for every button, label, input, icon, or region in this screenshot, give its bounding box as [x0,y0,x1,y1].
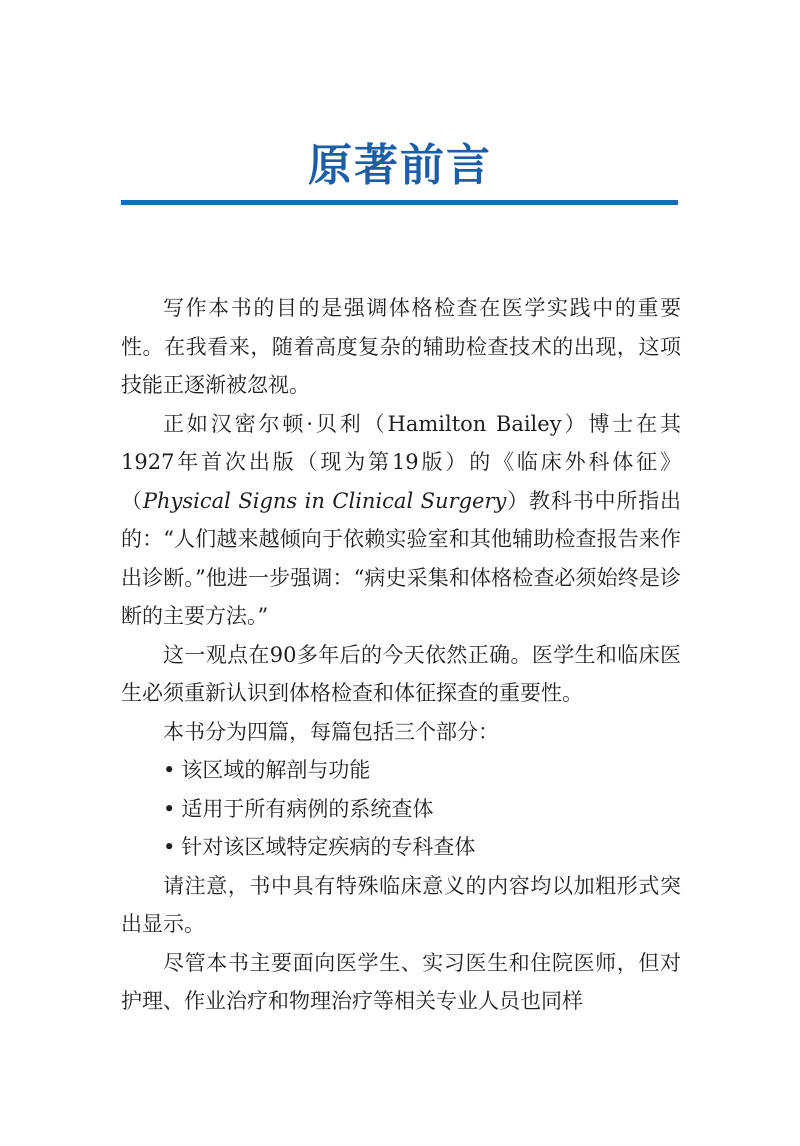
bullet-icon: • [163,796,176,821]
paragraph-purpose: 写作本书的目的是强调体格检查在医学实践中的重要性。在我看来，随着高度复杂的辅助检查技术的出现，这项技能正逐渐被忽视。 [121,296,681,397]
paragraph-bold-note: 请注意，书中具有特殊临床意义的内容均以加粗形式突出显示。 [121,873,681,936]
list-item [121,828,681,867]
paragraph-bailey-quote [121,405,681,636]
paragraph-structure: 本书分为四篇，每篇包括三个部分： [163,719,499,744]
preface-body [121,289,681,1021]
title-divider [121,200,678,205]
paragraph-bailey-text-b: ）教科书中所指出的：“人们越来越倾向于依赖实验室和其他辅助检查报告来作出诊断。”他进一步强调：“病史采集和体格检查必须始终是诊断的主要方法。” [121,488,682,628]
list-item-text: 针对该区域特定疾病的专科查体 [181,835,476,859]
list-item [121,790,681,829]
paragraph-bailey-text-a: 正如汉密尔顿·贝利（Hamilton Bailey）博士在其1927年首次出版（现为第19版）的《临床外科体征》（ [121,411,681,513]
bullet-icon: • [163,835,176,859]
page-title: 原著前言 [308,140,492,191]
bullet-icon: • [163,758,176,782]
paragraph-still-true: 这一观点在90多年后的今天依然正确。医学生和临床医生必须重新认识到体格检查和体征探查的重要性。 [121,642,681,705]
list-item [121,751,681,790]
book-title-english: Physical Signs in Clinical Surgery [142,488,507,513]
list-item-text: 该区域的解剖与功能 [181,758,371,782]
paragraph-audience: 尽管本书主要面向医学生、实习医生和住院医师，但对护理、作业治疗和物理治疗等相关专业人员也同样 [121,950,681,1013]
list-item-text: 适用于所有病例的系统查体 [181,796,434,821]
